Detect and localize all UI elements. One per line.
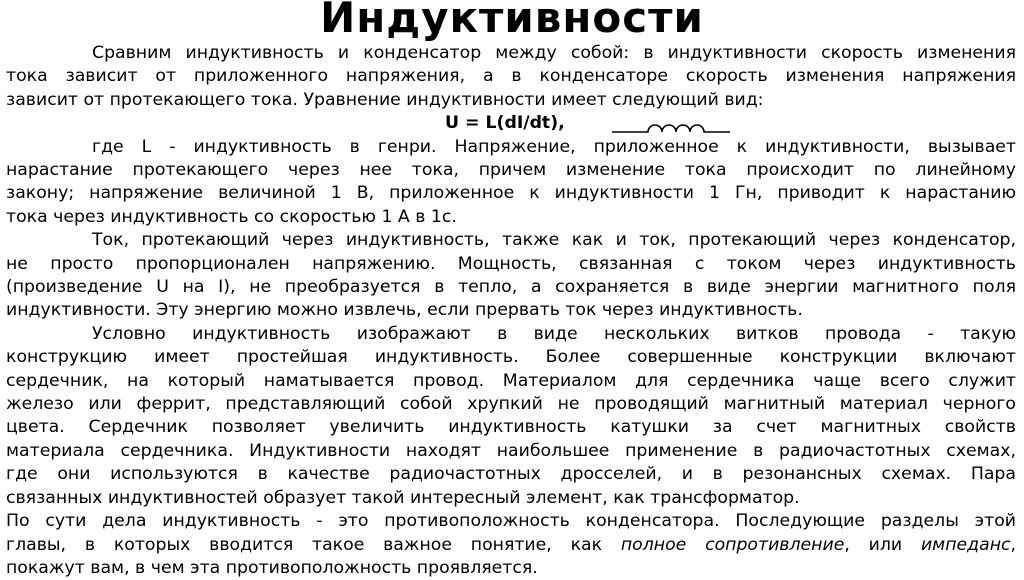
text-run: , (1010, 534, 1016, 555)
paragraph-2-line: тока через индуктивность со скоростью 1 А в 1с. (6, 206, 457, 227)
paragraph-3-line: Ток, протекающий через индуктивность, также как и ток, протекающий через конденсатор, (92, 230, 1016, 251)
paragraph-5-line: По сути дела индуктивность - это противоположность конденсатора. Последующие разделы этой (6, 511, 1016, 532)
paragraph-4-line: конструкцию имеет простейшая индуктивность. Более совершенные конструкции включают (6, 347, 1016, 368)
text-run: , или (844, 534, 903, 555)
page-title: Индуктивности (320, 0, 704, 42)
paragraph-2-line: где L - индуктивность в генри. Напряжение, приложенное к индуктивности, вызывает (92, 136, 1016, 157)
emphasized-term: полное сопротивление (620, 534, 845, 555)
inductance-equation: U = L(dI/dt), (445, 113, 565, 134)
emphasized-term: импеданс (920, 534, 1011, 555)
paragraph-1-line: тока зависит от приложенного напряжения, а в конденсаторе скорость изменения напряжения (6, 66, 1016, 87)
paragraph-2-line: нарастание протекающего через нее тока, причем изменение тока происходит по линейному (6, 160, 1016, 181)
paragraph-1-line: зависит от протекающего тока. Уравнение индуктивности имеет следующий вид: (6, 89, 764, 110)
paragraph-1-line: Сравним индуктивность и конденсатор между собой: в индуктивности скорость изменения (92, 43, 1016, 63)
paragraph-3-line: (произведение U на I), не преобразуется в тепло, а сохраняется в виде энергии магнитного поля (6, 277, 1016, 298)
paragraph-5-line (6, 534, 1016, 557)
document-body (6, 42, 1016, 580)
paragraph-3-line: не просто пропорционален напряжению. Мощность, связанная с током через индуктивность (6, 253, 1016, 274)
paragraph-4-line: Условно индуктивность изображают в виде нескольких витков провода - такую (92, 323, 1016, 344)
text-run: главы, в которых вводится такое важное понятие, как (6, 534, 603, 555)
paragraph-2-line: закону; напряжение величиной 1 В, приложенное к индуктивности 1 Гн, приводит к нарастанию (6, 183, 1016, 204)
paragraph-4-line: связанных индуктивностей образует такой интересный элемент, как трансформатор. (6, 487, 800, 508)
equation-row (6, 112, 1016, 135)
paragraph-3-line: индуктивности. Эту энергию можно извлечь, если прервать ток через индуктивность. (6, 300, 803, 321)
paragraph-4-line: где они используются в качестве радиочастотных дросселей, и в резонансных схемах. Пара (6, 464, 1016, 485)
paragraph-4-line: сердечник, на который наматывается провод. Материалом для сердечника чаще всего служит (6, 370, 1016, 391)
inductor-symbol-icon (612, 119, 730, 135)
paragraph-4-line: цвета. Сердечник позволяет увеличить индуктивность катушки за счет магнитных свойств (6, 417, 1016, 438)
paragraph-4-line: железо или феррит, представляющий собой хрупкий не проводящий магнитный материал черного (6, 394, 1016, 415)
paragraph-5-line: покажут вам, в чем эта противоположность проявляется. (6, 557, 538, 578)
paragraph-4-line: материала сердечника. Индуктивности находят наибольшее применение в радиочастотных схемах, (6, 440, 1016, 461)
